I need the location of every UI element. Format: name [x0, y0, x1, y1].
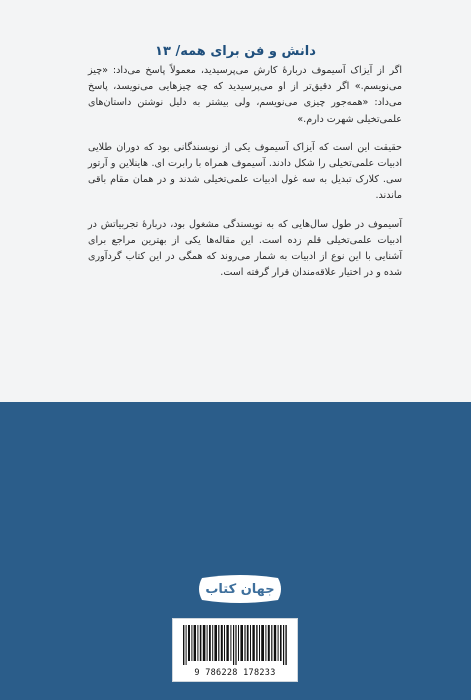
paragraph-1: اگر از آیزاک آسیموف دربارهٔ کارش می‌پرسیدید، معمولاً پاسخ می‌داد: «چیز می‌نویسم.» اگر دقیق‌تر از او می‌پرسیدید که چه چیزهایی می‌نویسد، پاسخ می‌داد: «همه‌جور چیزی می‌نویسم، ولی بیشتر به دلیل نوشتن داستان‌های علمی‌تخیلی شهرت دارم.»: [88, 65, 402, 125]
paragraph-2: حقیقت این است که آیزاک آسیموف یکی از نویسندگانی بود که دوران طلایی ادبیات علمی‌تخیلی را شکل دادند. آسیموف همراه با رابرت ای. هاینلاین و آرتور سی. کلارک تبدیل به سه غول ادبیات علمی‌تخیلی شدند و در همان مقام باقی ماندند.: [88, 141, 402, 202]
barcode-icon: [183, 625, 287, 665]
series-title: دانش و فن برای همه/ ۱۳: [155, 44, 316, 59]
isbn-barcode: [172, 618, 298, 682]
publisher-logo-text: جهان کتاب: [205, 581, 275, 597]
blurb-text: [88, 63, 402, 293]
isbn-number: 9 786228 178233: [194, 668, 276, 678]
publisher-logo: [196, 574, 284, 604]
paragraph-3: آسیموف در طول سال‌هایی که به نویسندگی مشغول بود، دربارهٔ تجربیاتش در ادبیات علمی‌تخیلی قلم زده است. این مقاله‌ها یکی از بهترین مراجع برای آشنایی با این نوع از ادبیات به شمار می‌روند که همگی در این کتاب گردآوری شده و در اختیار علاقه‌مندان قرار گرفته است.: [88, 218, 402, 279]
